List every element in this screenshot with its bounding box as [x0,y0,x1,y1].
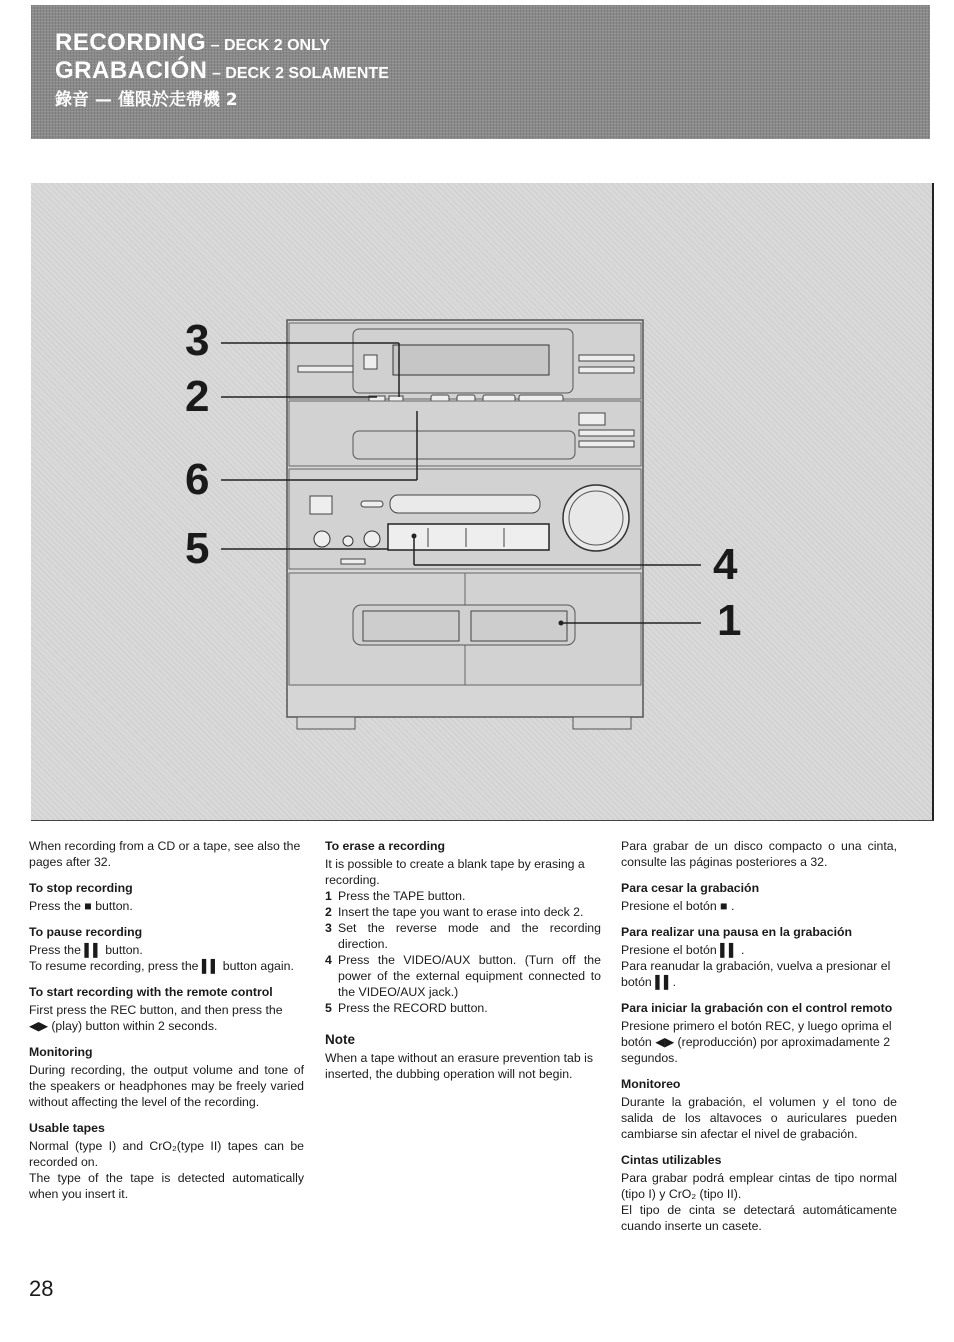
list-item: 3 Set the reverse mode and the recording direction. [325,921,601,951]
erase-recording-heading: To erase a recording [325,839,446,853]
column-english-middle [325,838,601,1082]
tape-detection-text-es: El tipo de cinta se detectará automáticamente cuando inserte un casete. [621,1203,897,1233]
erase-intro-text: It is possible to create a blank tape by erasing a recording. [325,857,585,887]
callout-1: 1 [717,596,742,645]
list-item: 5 Press the RECORD button. [325,1001,488,1015]
tape-detection-text: The type of the tape is detected automatically when you insert it. [29,1171,304,1201]
remote-recording-heading-es: Para iniciar la grabación con el control remoto [621,1001,893,1015]
column-spanish [621,838,897,1234]
usable-tapes-text-es: Para grabar podrá emplear cintas de tipo normal (tipo I) y CrO₂ (tipo II). [621,1171,897,1201]
callout-2: 2 [185,372,210,421]
list-item: 4 Press the VIDEO/AUX button. (Turn off the power of the external equipment connected to the VIDEO/AUX jack.) [325,953,601,999]
note-text: When a tape without an erasure prevention tab is inserted, the dubbing operation will not begin. [325,1051,593,1081]
intro-text: When recording from a CD or a tape, see also the pages after 32. [29,839,301,869]
stop-recording-heading-es: Para cesar la grabación [621,881,760,895]
note-heading: Note [325,1032,355,1047]
pause-recording-heading: To pause recording [29,925,143,939]
monitoring-heading-es: Monitoreo [621,1077,681,1091]
page-header-banner [31,5,930,139]
stop-recording-text: Press the ■ button. [29,899,133,913]
page-number: 28 [29,1276,54,1301]
list-item: 2 Insert the tape you want to erase into deck 2. [325,905,584,919]
intro-text-es: Para grabar de un disco compacto o una cinta, consulte las páginas posteriores a 32. [621,839,897,869]
remote-recording-heading: To start recording with the remote control [29,985,273,999]
monitoring-heading: Monitoring [29,1045,93,1059]
callout-4: 4 [713,540,738,589]
usable-tapes-text: Normal (type I) and CrO₂(type II) tapes can be recorded on. [29,1139,304,1169]
usable-tapes-heading: Usable tapes [29,1121,105,1135]
pause-recording-text-es: Presione el botón ▌▌ . [621,943,745,957]
callout-6: 6 [185,455,210,504]
column-english-left [29,838,304,1202]
header-title-en: RECORDING – DECK 2 ONLY [55,29,331,56]
header-title-es: GRABACIÓN – DECK 2 SOLAMENTE [55,57,389,84]
monitoring-text: During recording, the output volume and tone of the speakers or headphones may be freely varied without affecting the level of the recording. [29,1063,304,1109]
resume-recording-text-es: Para reanudar la grabación, vuelva a presionar el botón ▌▌. [621,959,891,989]
stereo-illustration [31,183,934,821]
monitoring-text-es: Durante la grabación, el volumen y el tono de salida de los altavoces o auriculares pueden cambiarse sin afectar el nivel de grabación. [621,1095,897,1141]
stop-recording-heading: To stop recording [29,881,133,895]
header-title-zh: 錄音 — 僅限於走帶機 2 [55,90,238,110]
callout-3: 3 [185,316,210,365]
usable-tapes-heading-es: Cintas utilizables [621,1153,722,1167]
callout-5: 5 [185,524,210,573]
pause-recording-text: Press the ▌▌ button. [29,943,143,957]
stereo-system-drawing [31,183,932,820]
list-item: 1 Press the TAPE button. [325,889,466,903]
stop-recording-text-es: Presione el botón ■ . [621,899,735,913]
remote-recording-text-es: Presione primero el botón REC, y luego oprima el botón ◀▶ (reproducción) por aproximadamente 2 segundos. [621,1019,892,1065]
remote-recording-text: First press the REC button, and then press the ◀▶ (play) button within 2 seconds. [29,1003,283,1033]
resume-recording-text: To resume recording, press the ▌▌ button again. [29,959,294,973]
erase-steps-list [325,888,601,1016]
pause-recording-heading-es: Para realizar una pausa en la grabación [621,925,853,939]
